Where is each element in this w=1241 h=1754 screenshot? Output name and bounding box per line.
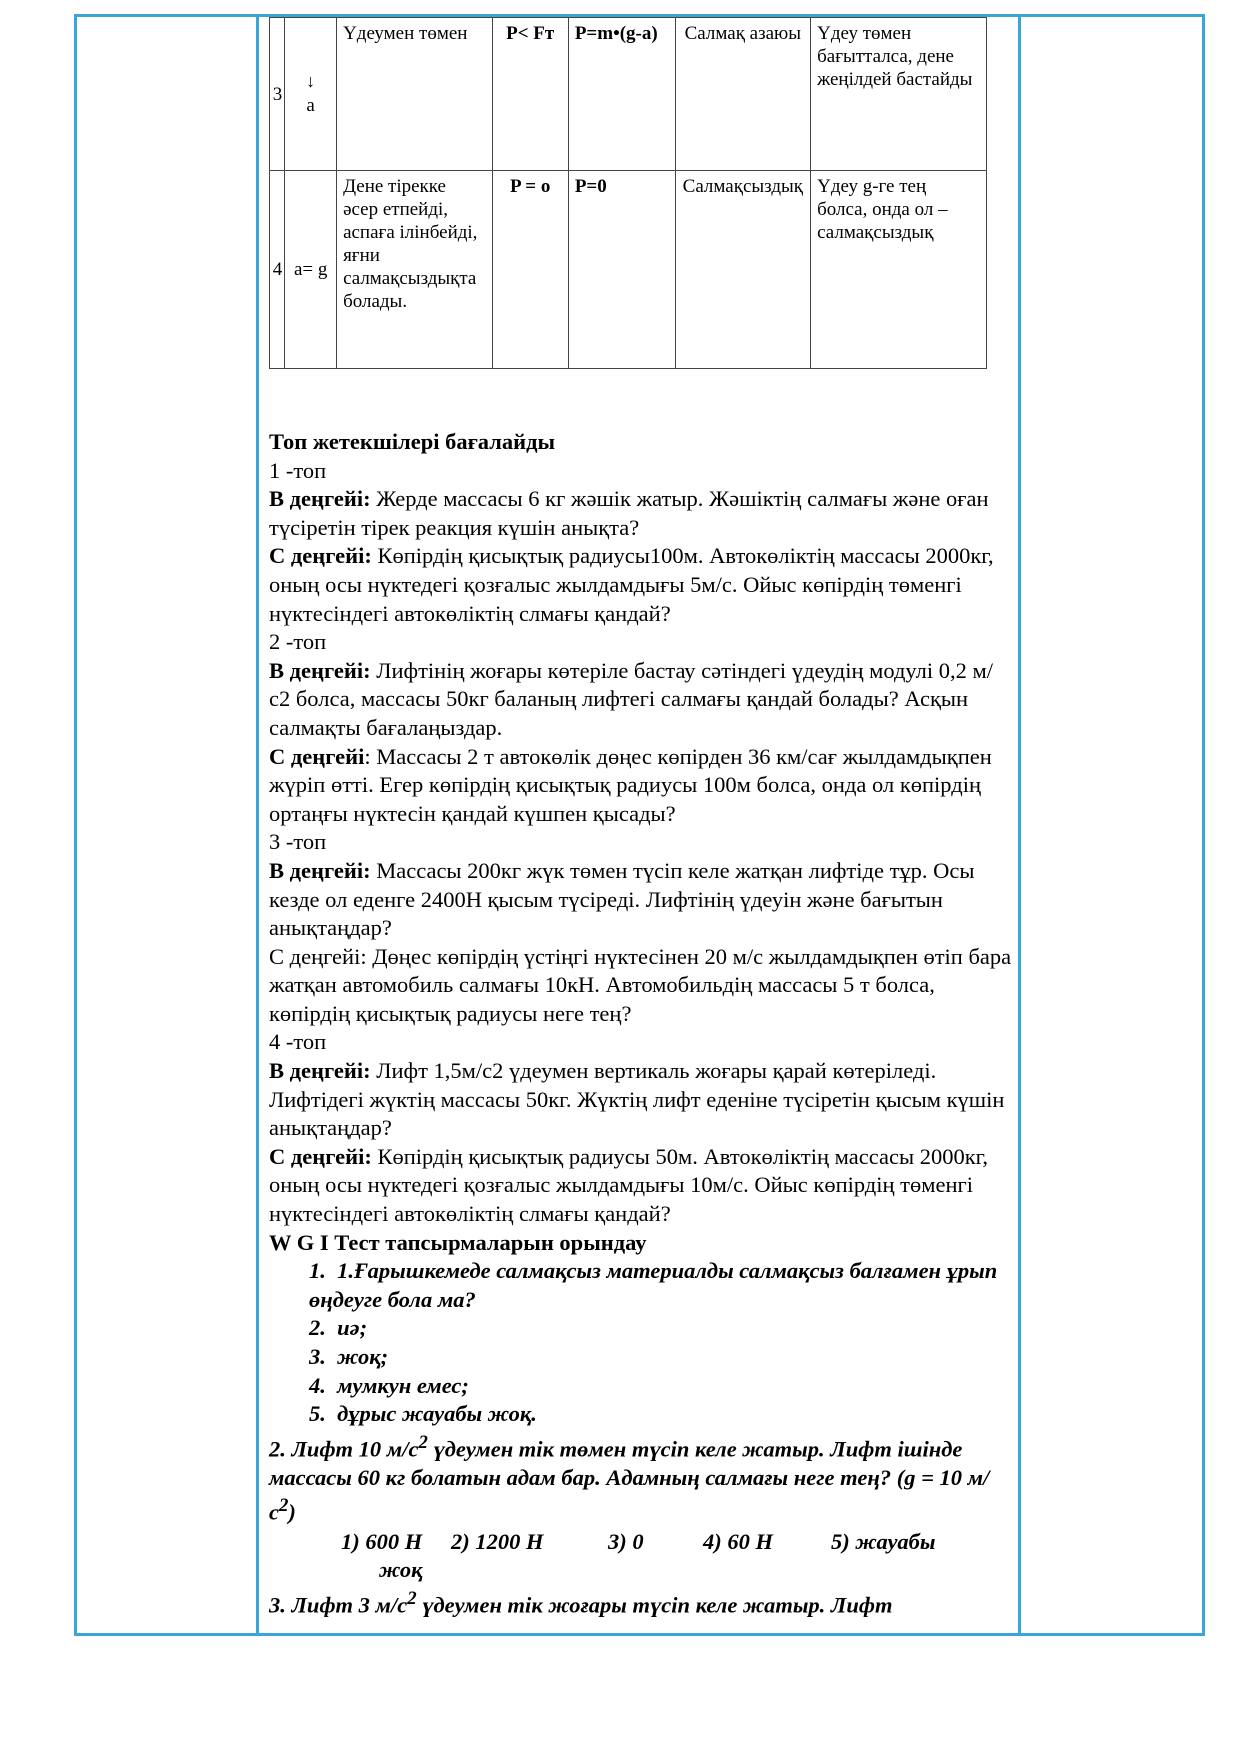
right-column-divider [1018,14,1021,1636]
level-c-label: С деңгейі: [269,1143,372,1169]
acceleration-cell: a= g [285,171,337,369]
weight-states-table [269,17,987,369]
task-b [269,657,1014,743]
task-b [269,857,1014,943]
acceleration-label: a [306,94,315,116]
table-row [270,18,987,171]
down-arrow-icon: ↓ [306,70,316,91]
task-text: : Массасы 2 т автокөлік дөңес көпірден 36 км/сағ жылдамдықпен жүріп өтті. Егер көпірдің қисықтық радиусы 100м болса, онда ол көпірдің ортаңғы нүктесін қандай күшпен қысады? [269,743,992,826]
question-3: 3. Лифт 3 $м/с^2$ үдеумен тік жоғары түсіп келе жатыр. Лифт [269,1587,893,1618]
task-text: Жерде массасы 6 кг жәшік жатыр. Жәшіктің салмағы және оған түсіретін тірек реакция күшін анықта? [269,486,989,540]
answer-option: 4) 60 Н [703,1528,773,1554]
answer-option: 5. дұрыс жауабы жоқ. [309,1401,537,1427]
condition-cell: P< Fт [492,18,568,171]
question-2-options [269,1528,1014,1557]
task-text: Лифтінің жоғары көтеріле бастау сәтіндегі үдеудің модулі 0,2 м/с2 болса, массасы 50кг баланың лифтегі салмағы қандай болады? Асқын салмақты бағалаңыздар. [269,657,994,740]
task-text: Массасы 200кг жүк төмен түсіп келе жатқан лифтіде тұр. Осы кезде ол еденге 2400Н қысым түсіреді. Лифтінің үдеуін және бағытын анықтаңдар? [269,857,975,941]
task-text: С деңгейі: Дөңес көпірдің үстіңгі нүктесінен 20 м/с жылдамдықпен өтіп бара жатқан автомобиль салмағы 10кН. Автомобильдің массасы 5 т болса, көпірдің қисықтық радиусы неге тең? [269,943,1012,1026]
answer-option: 1) 600 Н [341,1528,423,1554]
level-c-label: С деңгейі [269,743,365,769]
group-label: 4 -топ [269,1029,327,1055]
answer-option: 3) 0 [608,1528,644,1554]
description-cell: Дене тірекке әсер етпейді, аспаға ілінбейді, яғни салмақсыздықта болады. [337,171,493,369]
question-number: 1. [309,1258,326,1284]
level-b-label: В деңгейі: [269,857,371,883]
task-b [269,1057,1014,1143]
formula-cell: P=0 [568,171,675,369]
level-b-label: В деңгейі: [269,657,371,683]
note-cell: Үдеу төмен бағытталса, дене жеңілдей бастайды [811,18,987,171]
answer-option: 5) жауабы [831,1528,936,1554]
answer-option: 4. мумкун емес; [309,1372,469,1398]
table-row [270,171,987,369]
main-text [269,428,1014,1620]
question-2: 2. Лифт 10 $м/с^2$ үдеумен тік төмен түсіп келе жатыр. Лифт ішінде массасы 60 кг болатын адам бар. Адамның салмағы неге тең? (g = 10 $м/с^2$) [269,1431,990,1525]
formula-cell: P=m•(g-a) [568,18,675,171]
level-b-label: В деңгейі: [269,486,371,512]
answer-option-wrap: жоқ [379,1557,423,1583]
test-title: W G I Тест тапсырмаларын орындау [269,1229,647,1255]
task-text: Лифт 1,5м/с2 үдеумен вертикаль жоғары қарай көтеріледі. Лифтідегі жүктің массасы 50кг. Жүктің лифт еденіне түсіретін қысым күшін анықтаңдар? [269,1058,1005,1141]
section-title: Топ жетекшілері бағалайды [269,429,556,454]
task-c [269,542,1014,628]
question-1 [269,1257,1014,1314]
group-label: 2 -топ [269,629,327,655]
left-column-divider [256,14,259,1636]
task-text: Көпірдің қисықтық радиусы100м. Автокөліктің массасы 2000кг, оның осы нүктедегі қозғалыс жылдамдығы 5м/с. Ойыс көпірдің төменгі нүктесіндегі автокөліктің слмағы қандай? [269,543,994,626]
note-cell: Үдеу g-ге тең болса, онда ол – салмақсыздық [811,171,987,369]
task-c [269,943,1014,1029]
answer-option: 2. иә; [309,1315,368,1341]
level-b-label: В деңгейі: [269,1058,371,1084]
task-c [269,1143,1014,1229]
question-text: 1.Ғарышкемеде салмақсыз материалды салмақсыз балғамен ұрып өңдеуге бола ма? [309,1258,998,1312]
row-number: 4 [270,171,285,369]
acceleration-cell [285,18,337,171]
answer-option: 2) 1200 Н [451,1528,544,1554]
condition-cell: P = o [492,171,568,369]
row-number: 3 [270,18,285,171]
group-label: 1 -топ [269,457,327,483]
task-c [269,743,1014,829]
state-cell: Салмақсыздық [675,171,811,369]
task-text: Көпірдің қисықтық радиусы 50м. Автокөліктің массасы 2000кг, оның осы нүктедегі қозғалыс жылдамдығы 10м/с. Ойыс көпірдің төменгі нүктесіндегі автокөліктің слмағы қандай? [269,1143,988,1227]
level-c-label: С деңгейі: [269,543,372,569]
description-cell: Үдеумен төмен [337,18,493,171]
state-cell: Салмақ азаюы [675,18,811,171]
task-b [269,485,1014,542]
group-label: 3 -топ [269,829,327,855]
answer-option: 3. жоқ; [309,1344,389,1369]
